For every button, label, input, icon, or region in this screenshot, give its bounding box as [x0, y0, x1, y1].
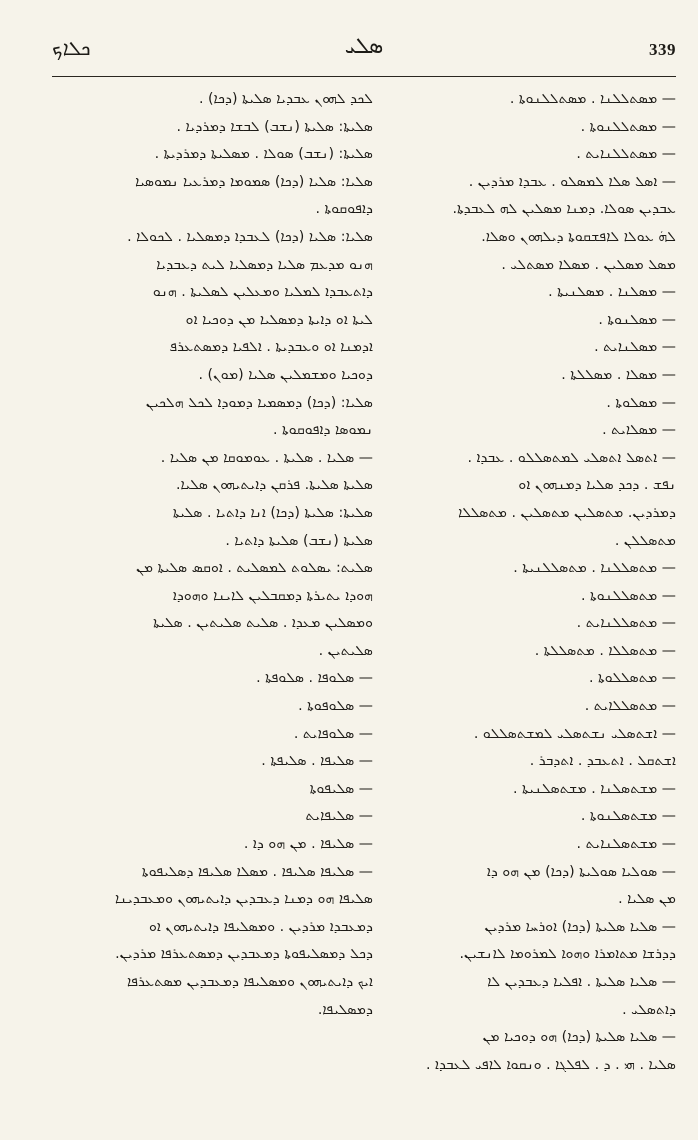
text-line: ܡܢ ܣܠܝܐ . [618, 891, 676, 908]
text-line: — ܡܫܬܣܠܢܐ . ܡܫܬܣܠܢܝܬܐ . [513, 780, 676, 797]
text-line: — ܡܫܬܣܠܢܘܬܐ . [580, 808, 676, 825]
text-line: ܣܠܝܐ: (ܕܟܐ) ܕܡܣܡܝܐ ܕܡܘܕܐ ܠܟܠ ܗܠܟܝܢ [145, 394, 373, 411]
text-line: — ܡܣܬܠܠܢܘܬܐ . [580, 118, 676, 135]
text-line: ܕܐܬܥܒܕܐ ܠܡܠܝܐ ܘܡܥܠܝܢ ܠܣܠܝܬܐ . ܗܢܘ [152, 284, 373, 301]
text-line: — ܣܠܝܐ ܣܠܝܬܐ . ܐܦܠܝܐ ܕܥܒܕܝܢ ܠܐ [487, 974, 676, 990]
text-line: — ܣܠܘܦܐܝܬ . [293, 725, 373, 742]
text-line: — ܡܣܬܠܠܢܐܝܬ . [576, 146, 676, 163]
text-line: ܗܢܘ ܡܕܥܡ ܣܠܝܐ ܕܡܣܠܝܐ ܠܝܬ ܕܥܒܕܝܐ [156, 256, 373, 273]
text-line: ܠܗܿ ܥܘܠܐ ܠܐܦܫܩܘܬܐ ܕܝܠܗܘܢ ܘܣܠܐ. [481, 228, 676, 245]
text-line: — ܣܠܝܦܐ . ܡܢ ܗܘ ܕܐ . [243, 836, 373, 853]
text-line: ܣܠܝܬܐ: ܣܠܝܬܐ (ܕܟܐ) ܐܢܐ ܕܐܬܝܐ . ܣܠܝܬܐ [172, 504, 373, 521]
text-line: ܣܠܝܐ: ܣܠܝܐ (ܕܟܐ) ܠܥܒܕܐ ܕܡܣܠܝܐ . ܠܟܘܠܐ . [127, 228, 373, 245]
text-line: — ܐܫܬܣܠܝ ܢܫܬܣܠܝ ܠܡܫܬܣܠܠܘ . [473, 725, 676, 742]
text-line: ܐܕܡܢܐ ܐܘ ܘܥܒܕܝܬܐ . ܐܠܦܝܐ ܕܡܣܬܥܪܦ [169, 339, 373, 356]
text-line: ܕܕܪܫܐ ܡܬܐܡܪܐ ܘܗܘܐ ܠܡܪܘܡܐ ܠܐܢܫܝܢ. [459, 946, 676, 963]
text-line: ܣܠܝܬܐ ܣܠܝܬܐ. ܦܪܩܢ ܕܐܝܬܝܗܘܢ ܣܠܝܐ. [176, 477, 373, 494]
text-line: — ܡܣܠܐ . ܡܣܠܠܬܐ . [561, 366, 676, 383]
left-column [96, 86, 373, 1080]
text-line: — ܐܣܠ ܣܠܐ ܠܡܣܠܘ . ܥܒܕܐ ܡܪܕܝܢ . [468, 173, 676, 190]
text-line: — ܡܣܠܢܘܬܐ . [598, 311, 676, 328]
text-line: — ܡܣܠܘܬܐ . [606, 394, 676, 411]
text-line: — ܡܫܬܣܠܢܐܝܬ . [576, 836, 676, 853]
text-line: ܥܒܕܝܢ ܣܘܠܐ. ܕܡܢܐ ܡܣܠܝܢ ܠܗ ܠܥܒܕܬܐ. [452, 201, 676, 218]
text-line: ܕܘܟܝܐ ܘܡܫܡܠܝܢ ܣܠܝܐ (ܡܘܢ) . [198, 366, 373, 383]
text-line: — ܣܠܘܦܐ . ܣܠܘܦܬܐ . [256, 670, 373, 687]
text-line: ܕܐܬܣܠܝ . [622, 1001, 676, 1018]
text-line: ܕܐܦܘܩܘܬܐ . [315, 201, 373, 218]
text-line: — ܣܠܝܐ ܣܠܝܬܐ (ܕܟܐ) ܐܘܪܚܐ ܡܪܕܝܢ [484, 918, 676, 935]
right-column [399, 86, 676, 1080]
text-line: ܐܫܬܩܠ . ܐܬܥܒܕ . ܐܬܕܒܪ . [529, 753, 676, 770]
left-column-entries [96, 86, 373, 1024]
text-line: ܠܟܕ ܠܗܘܢ ܥܒܕܝܐ ܣܠܝܬܐ (ܕܟܐ) . [199, 91, 373, 107]
text-line: — ܡܬܣܠܠܢܘܬܐ . [580, 587, 676, 604]
text-line: — ܡܬܣܠܠܘܬܐ . [588, 670, 676, 687]
page-header [52, 34, 676, 68]
text-line: ܕܡܪܕܝܢ. ܡܬܣܠܝܢ ܡܬܣܠܝܢ . ܡܬܣܠܠܐ [458, 504, 676, 521]
header-rule [52, 76, 676, 77]
text-line: — ܡܣܬܠܠܢܐ . ܡܣܬܠܠܢܘܬܐ . [509, 91, 676, 107]
text-line: — ܐܬܣܠ ܐܬܣܠܝ ܠܡܬܣܠܠܘ . ܥܒܕܐ . [467, 449, 676, 466]
text-line: — ܣܠܝܦܐ . ܣܠܝܦܬܐ . [261, 753, 373, 770]
text-line: — ܡܣܠܢܐܝܬ . [594, 339, 676, 356]
text-line: ܡܣܠ ܡܣܠܝܢ . ܡܣܠܐ ܡܣܬܠܝ . [501, 256, 676, 273]
text-line: ܢܡܘܣܐ ܕܐܦܘܩܘܬܐ . [272, 422, 373, 439]
text-line: ܕܡܥܒܕܐ ܡܪܕܝܢ . ܘܡܣܠܝܦܐ ܕܐܝܬܝܗܘܢ ܐܘ [148, 918, 373, 935]
text-line: — ܣܠܘܦܘܬܐ . [298, 698, 373, 715]
text-line: — ܣܠܝܦܐ ܣܠܝܦܐ . ܡܣܠܐ ܣܠܝܦܐ ܕܣܠܝܦܘܬܐ [141, 863, 373, 880]
text-line: — ܡܬܣܠܠܐܝܬ . [584, 698, 676, 715]
text-line: ܣܠܝܬܐ: (ܢܫܒ) ܣܘܠܐ . ܡܣܠܝܬܐ ܕܡܪܕܝܬܐ . [154, 146, 373, 163]
text-line: ܕܟܠ ܕܡܣܠܝܦܘܬܐ ܕܡܥܒܕܝܢ ܕܡܣܬܥܪܦܐ ܡܪܕܝܢ. [115, 946, 373, 963]
text-line: — ܣܘܠܝܐ ܣܘܠܝܬܐ (ܕܟܐ) ܡܢ ܗܘ ܕܐ [486, 863, 676, 880]
page-number: 339 [649, 40, 676, 59]
text-line: ܣܠܝܐ: ܣܠܝܐ (ܕܟܐ) ܣܡܘܡܐ ܕܡܪܥܝܐ ܢܡܘܣܝܐ [135, 173, 373, 190]
text-line: — ܣܠܝܐ . ܣܠܝܬܐ . ܥܘܡܘܩܐ ܡܢ ܣܠܝܐ . [160, 449, 373, 466]
running-head: ܣܠܝ [344, 34, 384, 59]
text-line: ܠܝܬܐ ܐܘ ܕܐܝܬܐ ܕܡܣܠܝܐ ܡܢ ܕܘܟܝܐ ܐܘ [185, 311, 373, 328]
text-line: ܐܝܟ ܕܐܝܬܝܗܘܢ ܘܡܣܠܝܦܐ ܕܡܥܒܕܝܢ ܡܣܬܥܪܦܐ ܕܡܣܠܝܦܐ. [126, 974, 373, 1018]
text-line: ܣܠܝܐ . ܗܝ . ܕ . ܠܦܠܓܐ . ܘܢܩܘܐ ܠܐܦܝ ܠܥܒܕܐ . [425, 1056, 676, 1073]
right-column-entries [399, 86, 676, 1079]
text-line: — ܣܠܝܦܘܬܐ [309, 780, 373, 797]
text-line: ܘܡܣܠܝܢ ܡܥܕܐ . ܣܠܝܬ ܣܠܝܬܝܢ . ܣܠܝܬܐ [153, 615, 373, 632]
text-line: ܗܘܕܐ ܝܬܝܪܬܐ ܕܡܩܒܠܝܢ ܠܐܝܢܐ ܘܗܘܕܐ [172, 587, 373, 604]
text-line: — ܡܬܣܠܠܢܐ . ܡܬܣܠܠܢܝܬܐ . [513, 560, 676, 577]
text-line: — ܡܬܣܠܠܢܐܝܬ . [576, 615, 676, 632]
folio-left: ܟܠܐܟ [52, 36, 91, 60]
text-line: — ܡܬܣܠܠܐ . ܡܬܣܠܠܬܐ . [534, 642, 676, 659]
text-line: — ܣܠܝܦܐܝܬ [305, 808, 373, 825]
text-line: — ܡܣܠܢܐ . ܡܣܠܢܝܬܐ . [548, 284, 676, 301]
text-line: ܢܦܫ . ܕܟܕ ܣܠܝܐ ܕܡܢܗܘܢ ܐܘ [518, 477, 676, 494]
text-line: — ܡܣܠܐܝܬ . [602, 422, 676, 439]
text-line: ܣܠܝܬܐ (ܢܫܒ) ܣܠܝܬܐ ܕܐܬܝܐ . [225, 532, 373, 549]
text-line: ܣܠܝܦܐ ܗܘ ܕܡܢܐ ܕܥܒܕܝܢ ܕܐܝܬܝܗܘܢ ܘܡܥܒܕܝܢܐ [114, 891, 373, 908]
text-line: ܣܠܝܬ: ܝܣܠܘܬ ܠܡܣܠܝܬ . ܐܘܩܣ ܣܠܝܬܐ ܡܢ [136, 560, 373, 577]
text-columns [96, 86, 676, 1080]
text-line: ܡܬܣܠܠܢ . [614, 532, 676, 549]
text-line: — ܣܠܝܐ ܣܠܝܬܐ (ܕܟܐ) ܗܘ ܕܘܟܝܐ ܡܢ [482, 1029, 676, 1046]
text-line: ܣܠܝܬܝܢ . [318, 642, 373, 659]
text-line: ܣܠܝܬܐ: ܣܠܝܬܐ (ܢܫܒ) ܠܒܫܐ ܕܡܪܕܝܐ . [176, 118, 373, 135]
